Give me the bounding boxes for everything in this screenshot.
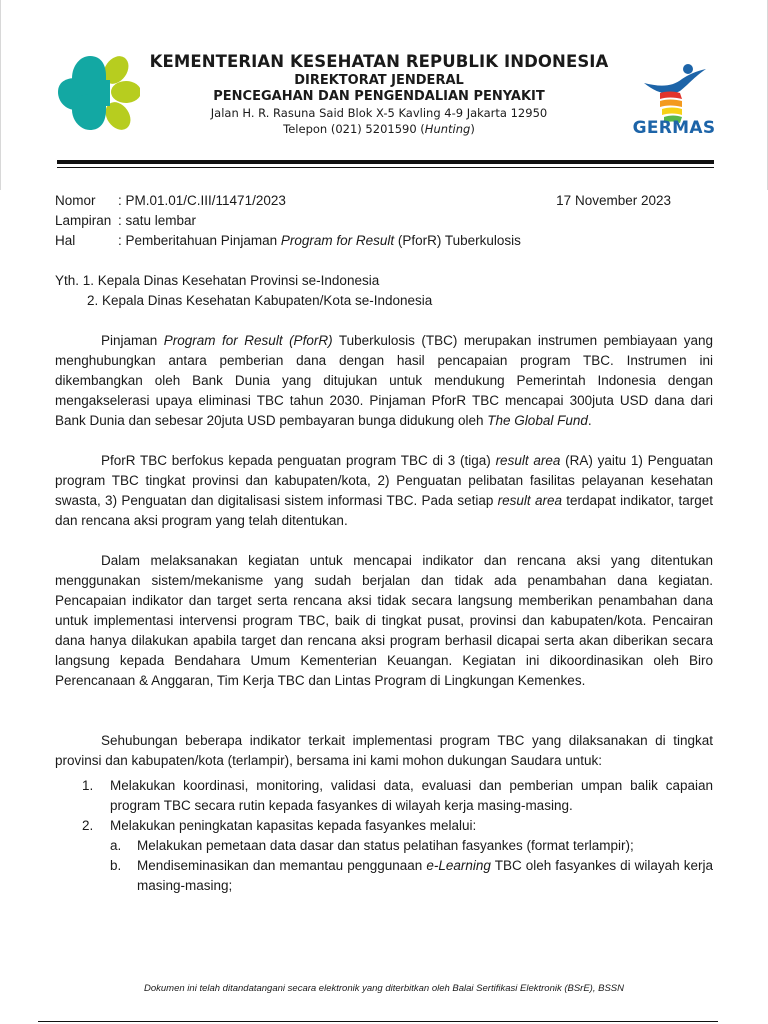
letterhead-rule-thick [57, 160, 714, 164]
nomor-label: Nomor [55, 193, 96, 208]
list-item-number: 1. [82, 778, 94, 793]
list-item-text: Melakukan peningkatan kapasitas kepada fasyankes melalui: [110, 818, 477, 833]
p1-text-3: . [587, 413, 592, 428]
p2-italic-2: result area [497, 493, 562, 508]
support-list [55, 776, 713, 896]
letterhead [140, 52, 618, 137]
sub-list-text-2: TBC oleh fasyankes di wilayah kerja masing-masing; [137, 858, 713, 893]
p2-text-3: terdapat indikator, target dan rencana aksi program yang telah ditentukan. [55, 493, 713, 528]
hal-label: Hal [55, 233, 76, 248]
phone [140, 121, 618, 137]
recipient-2 [55, 291, 715, 311]
letter-date: 17 November 2023 [556, 193, 671, 208]
kemenkes-logo-icon [54, 52, 140, 136]
list-item-text: Melakukan koordinasi, monitoring, validasi data, evaluasi dan pemberian umpan balik capaian program TBC secara rutin kepada fasyankes di wilayah kerja masing-masing. [110, 778, 713, 813]
e-signature-note: Dokumen ini telah ditandatangani secara elektronik yang diterbitkan oleh Balai Sertifikasi Elektronik (BSrE), BSSN [144, 983, 624, 994]
letter-meta [55, 191, 715, 251]
sub-list-letter: b. [110, 858, 122, 873]
hal-row [55, 231, 715, 251]
p1-italic-1: Program for Result (PforR) [163, 333, 333, 348]
recipient-1-text: 1. Kepala Dinas Kesehatan Provinsi se-Indonesia [82, 273, 380, 288]
sub-list-text: Mendiseminasikan dan memantau penggunaan [137, 858, 427, 873]
p2-text-1: PforR TBC berfokus kepada penguatan program TBC di 3 (tiga) [101, 453, 496, 468]
list-item [55, 776, 713, 816]
yth-label: Yth. [55, 273, 80, 288]
division-name: PENCEGAHAN DAN PENGENDALIAN PENYAKIT [213, 89, 545, 104]
hal-suffix: (PforR) Tuberkulosis [394, 233, 521, 248]
phone-hunting: Hunting [424, 122, 471, 136]
phone-prefix: Telepon (021) 5201590 ( [283, 122, 425, 136]
list-item [55, 816, 713, 836]
sub-list-italic: e-Learning [426, 858, 491, 873]
paragraph-2 [55, 451, 713, 531]
phone-suffix: ) [470, 122, 475, 136]
p2-italic-1: result area [495, 453, 561, 468]
germas-label: GERMAS [632, 118, 716, 138]
page-edge-left [0, 0, 1, 190]
nomor-row [55, 191, 715, 211]
lampiran-value: : satu lembar [118, 213, 197, 228]
address: Jalan H. R. Rasuna Said Blok X-5 Kavling 4-9 Jakarta 12950 [210, 106, 548, 120]
recipient-2-text: 2. Kepala Dinas Kesehatan Kabupaten/Kota se-Indonesia [87, 293, 433, 308]
sub-list-text: Melakukan pemetaan data dasar dan status pelatihan fasyankes (format terlampir); [137, 838, 634, 853]
p1-text-1: Pinjaman [101, 333, 164, 348]
sub-list-letter: a. [110, 838, 122, 853]
lampiran-label: Lampiran [55, 213, 112, 228]
hal-italic: Program for Result [280, 233, 395, 248]
ministry-name: KEMENTERIAN KESEHATAN REPUBLIK INDONESIA [149, 52, 609, 71]
sub-list-item [55, 836, 713, 856]
p1-text-2: Tuberkulosis (TBC) merupakan instrumen pembiayaan yang menghubungkan antara pemberian dana dengan hasil pencapaian program TBC. Instrumen ini dikembangkan oleh Bank Dunia yang ditujukan untuk mendukung Pemerintah Indonesia dengan mengakselerasi upaya eliminasi TBC tahun 2030. Pinjaman PforR TBC mencapai 300juta USD dana dari Bank Dunia dan sebesar 20juta USD pembayaran bunga didukung oleh [55, 333, 713, 428]
letterhead-rule-thin [57, 167, 714, 168]
recipient-1 [55, 271, 715, 291]
list-item-number: 2. [82, 818, 94, 833]
directorate-name: DIREKTORAT JENDERAL [294, 73, 464, 88]
nomor-value: : PM.01.01/C.III/11471/2023 [118, 193, 286, 208]
hal-prefix: : Pemberitahuan Pinjaman [118, 233, 281, 248]
sub-list-item [55, 856, 713, 896]
footer-rule [38, 1021, 718, 1022]
paragraph-1 [55, 331, 713, 431]
paragraph-4: Sehubungan beberapa indikator terkait implementasi program TBC yang dilaksanakan di tingkat provinsi dan kabupaten/kota (terlampir), bersama ini kami mohon dukungan Saudara untuk: [55, 733, 713, 768]
p1-italic-2: The Global Fund [487, 413, 588, 428]
lampiran-row [55, 211, 715, 231]
recipients [55, 271, 715, 311]
paragraph-3: Dalam melaksanakan kegiatan untuk mencapai indikator dan rencana aksi yang ditentukan menggunakan sistem/mekanisme yang sudah berjalan dan tidak ada penambahan dana kegiatan. Pencapaian indikator dan target serta rencana aksi tidak secara langsung memberikan penambahan dana untuk implementasi intervensi program TBC, baik di tingkat pusat, provinsi dan kabupaten/kota. Pencairan dana hanya dilakukan apabila target dan rencana aksi program berhasil dicapai serta akan diberikan secara langsung kepada Bendahara Umum Kementerian Keuangan. Kegiatan ini dikoordinasikan oleh Biro Perencanaan & Anggaran, Tim Kerja TBC dan Lintas Program di Lingkungan Kemenkes. [55, 553, 713, 688]
p2-text-2: (RA) yaitu 1) Penguatan program TBC tingkat provinsi dan kabupaten/kota, 2) Penguatan pelibatan fasilitas pelayanan kesehatan swasta, 3) Penguatan dan digitalisasi sistem informasi TBC. Pada setiap [55, 453, 713, 508]
